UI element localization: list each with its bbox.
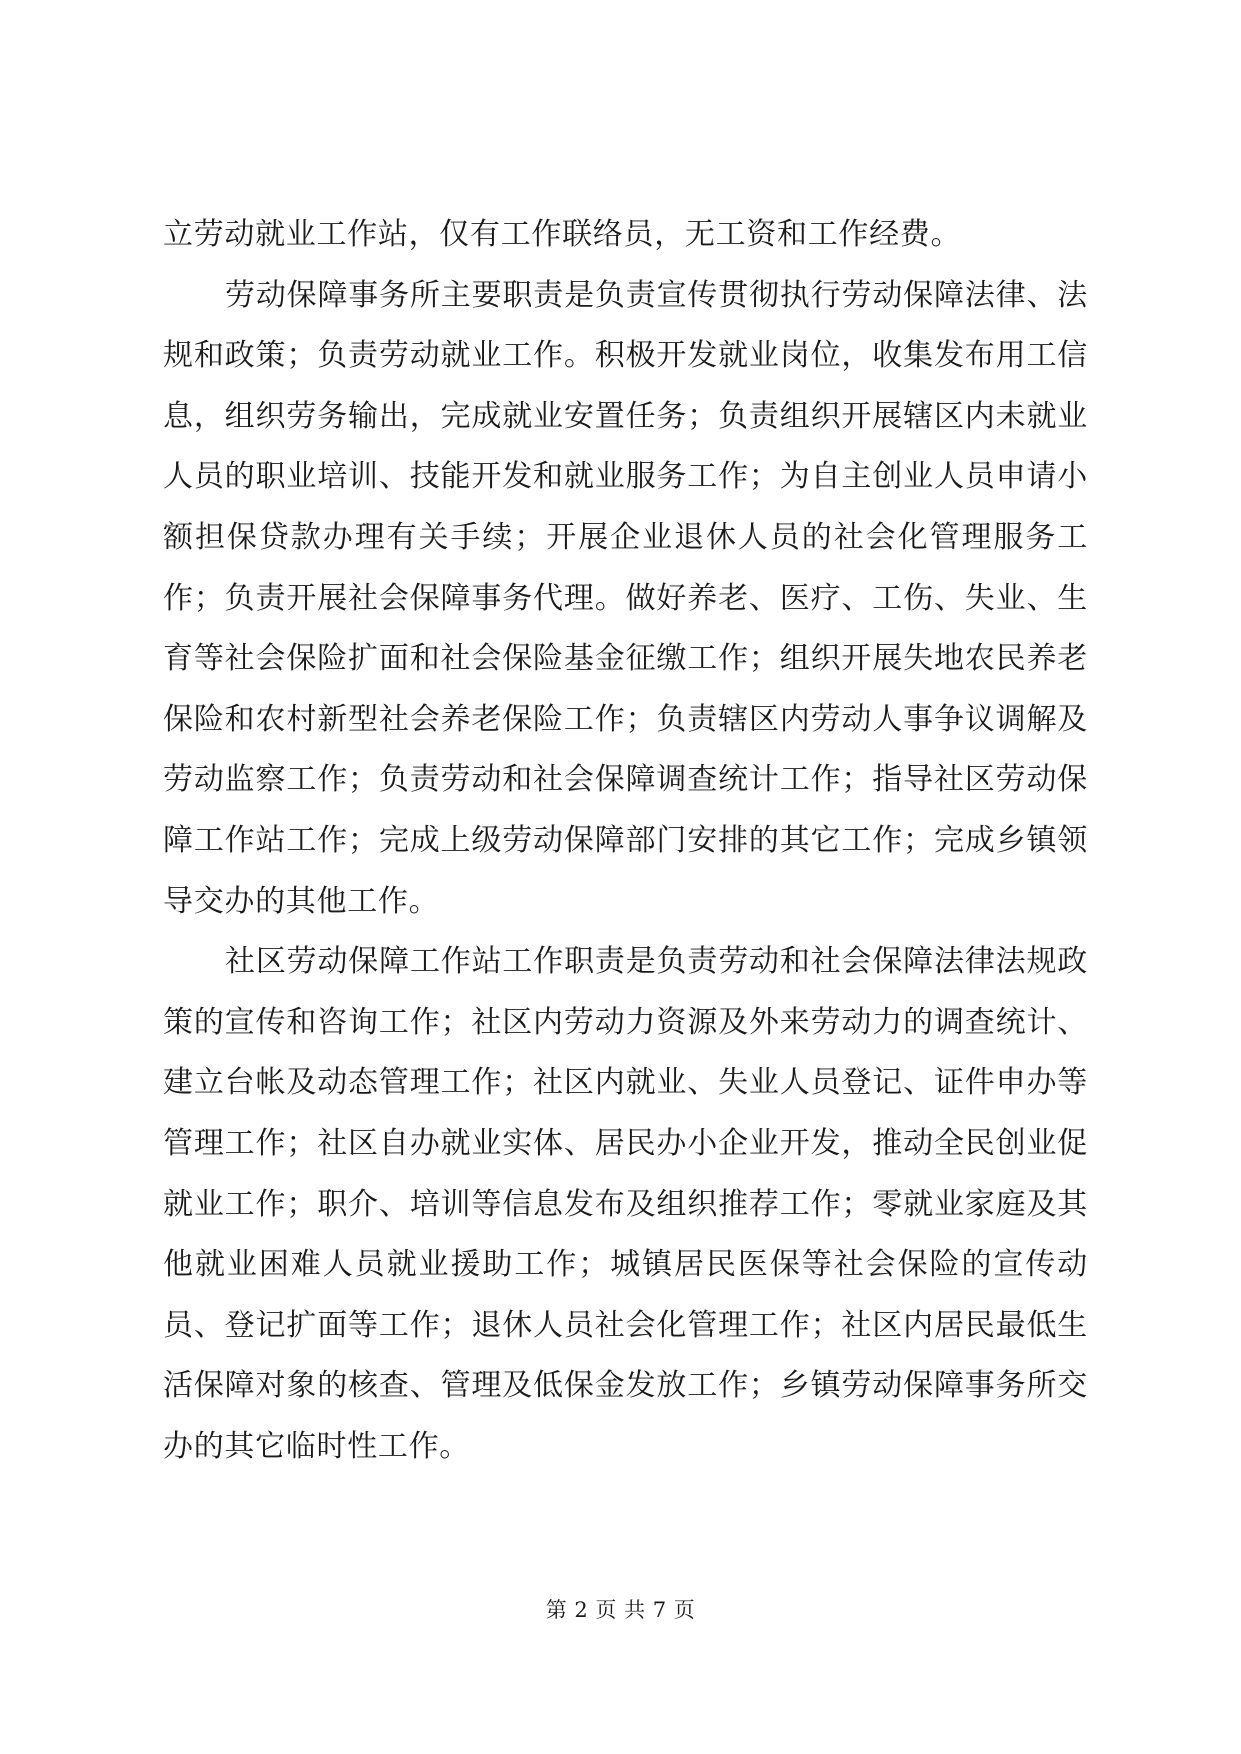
page-footer — [0, 1595, 1241, 1625]
page-number: 第 2 页 共 7 页 — [545, 1598, 696, 1622]
paragraph-community-station-duties: 社区劳动保障工作站工作职责是负责劳动和社会保障法律法规政策的宣传和咨询工作；社区内劳动力资源及外来劳动力的调查统计、建立台帐及动态管理工作；社区内就业、失业人员登记、证件申办等管理工作；社区自办就业实体、居民办小企业开发，推动全民创业促就业工作；职介、培训等信息发布及组织推荐工作；零就业家庭及其他就业困难人员就业援助工作；城镇居民医保等社会保险的宣传动员、登记扩面等工作；退休人员社会化管理工作；社区内居民最低生活保障对象的核查、管理及低保金发放工作；乡镇劳动保障事务所交办的其它临时性工作。 — [163, 944, 1088, 1464]
paragraph-labor-office-duties: 劳动保障事务所主要职责是负责宣传贯彻执行劳动保障法律、法规和政策；负责劳动就业工作。积极开发就业岗位，收集发布用工信息，组织劳务输出，完成就业安置任务；负责组织开展辖区内未就业人员的职业培训、技能开发和就业服务工作；为自主创业人员申请小额担保贷款办理有关手续；开展企业退休人员的社会化管理服务工作；负责开展社会保障事务代理。做好养老、医疗、工伤、失业、生育等社会保险扩面和社会保险基金征缴工作；组织开展失地农民养老保险和农村新型社会养老保险工作；负责辖区内劳动人事争议调解及劳动监察工作；负责劳动和社会保障调查统计工作；指导社区劳动保障工作站工作；完成上级劳动保障部门安排的其它工作；完成乡镇领导交办的其他工作。 — [163, 277, 1088, 919]
paragraph-continuation: 立劳动就业工作站，仅有工作联络员，无工资和工作经费。 — [163, 217, 962, 252]
document-body — [163, 205, 1088, 1477]
